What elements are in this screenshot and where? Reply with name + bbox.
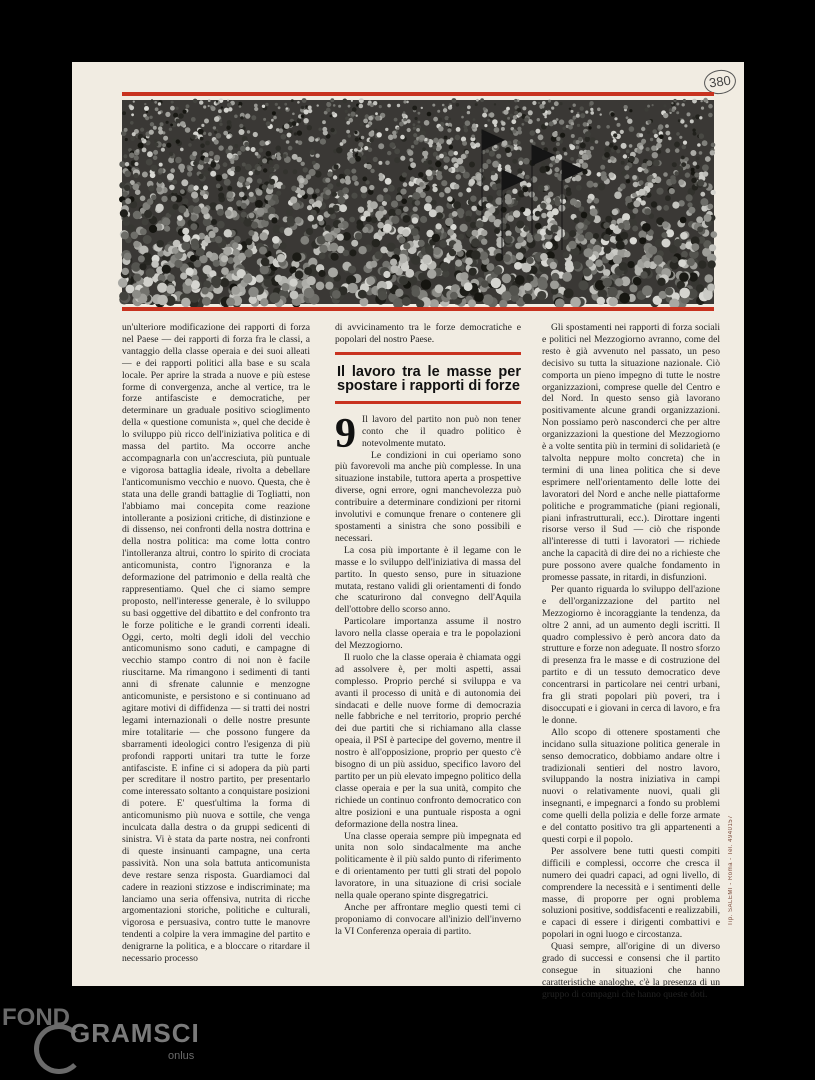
document-page — [72, 62, 744, 1000]
col3-paragraph: Per quanto riguarda lo sviluppo dell'azione e dell'organizzazione del partito nel Mezzogiorno è incoraggiante la tendenza, da oltre 2 anni, ad un aumento degli iscritti. Il quadro complessivo è però ancora dato da strutture e forze non adeguate. Il nostro sforzo di presenza fra le masse e di costruzione del partito e di un tessuto democratico deve concentrarsi in particolare nei centri urbani, fra gli strati popolari più poveri, tra i disoccupati e i giovani in cerca di lavoro, e fra le donne. — [542, 583, 720, 726]
lead-text: Il lavoro del partito non può non tener conto che il quadro politico è notevolmente mutato. — [362, 413, 521, 449]
crowd-photo — [122, 100, 714, 304]
lead-paragraph — [335, 410, 521, 457]
logo-onlus-text: onlus — [168, 1050, 195, 1062]
logo-gramsci-text: GRAMSCI — [70, 1018, 200, 1048]
crowd-image — [122, 100, 714, 304]
logo-fond-text: FOND — [2, 1004, 70, 1031]
col2-paragraph: Le condizioni in cui operiamo sono più favorevoli ma anche più complesse. In una situazione instabile, tuttora aperta a prospettive diverse, ogni errore, ogni manchevolezza può contribuire a determinare condizioni per ritorni involutivi e comunque frenare o contenere gli spostamenti a sinistra che sono possibili e necessari. — [335, 449, 521, 544]
drop-cap: 9 — [335, 410, 356, 457]
photo-bottom-rule — [122, 307, 714, 311]
archive-watermark-logo — [0, 1004, 240, 1080]
col2-paragraph: Una classe operaia sempre più impegnata ed unita non solo sindacalmente ma anche politicamente è il più saldo punto di riferimento e di orientamento per tutti gli strati del popolo lavoratore, in una situazione di crisi sociale nella quale operano spinte disgregatrici. — [335, 830, 521, 902]
page-number: 380 — [702, 68, 737, 96]
col1-text: un'ulteriore modificazione dei rapporti di forza nel Paese — dei rapporti di forza fra le classi, a vantaggio della classe operaia e dei suoi alleati — e dei rapporti politici alla base e su scala locale. Per aprire la strada a nuove e più estese forme di convergenza, anche al vertice, tra le forze antifasciste e democratiche, per determinare un graduale positivo scioglimento della « questione comunista », quel che decide è lo sviluppo più ricco dell'iniziativa politica e di massa del partito. Ma occorre anche accompagnarla con un'accresciuta, più puntuale e vigorosa battaglia ideale, rivolta a debellare l'anticomunismo vecchio e nuovo. Questa, che è stata una delle grandi battaglie di Togliatti, non l'abbiamo mai concepita come reazione intollerante a posizioni critiche, di distinzione e di dissenso, nei confronti della nostra dottrina e della nostra politica: ma come lotta contro l'intolleranza altrui, contro lo spirito di crociata anticomunista, contro l'ignoranza e la deformazione del patrimonio e della realtà che rappresentiamo. Quel che ci siamo sempre proposto, nell'interesse generale, è lo sviluppo su basi oggettive del dibattito e del confronto tra le forze politiche e le grandi correnti ideali. Oggi, certo, molti degli idoli del vecchio anticomunismo sono caduti, e campagne di vecchio stampo contro di noi non è facile riuscitarne. Ma rimangono i sedimenti di tanti anni di sfrenate calunnie e menzogne anticomuniste, e persistono e si continuano ad agitare motivi di diffidenza — si tratti dei nostri legami internazionali o delle nostre presunte mire totalitarie — che possono fungere da sbarramenti ideologici contro l'esigenza di più profondi rapporti unitari tra tutte le forze antifasciste. E infine ci si adopera da più parti per screditare il nostro partito, per presentarlo come interessato soltanto a conquistare posizioni di potere. E' quest'ultima la forma di anticomunismo più nuova e sottile, che venga inculcata dalla destra o da gruppi sedicenti di sinistra. Vi è stata da parte nostra, nei confronti di queste insinuanti campagne, una certa passività. Non una sola battuta anticomunista deve restare senza risposta. Guardiamoci dal cadere in reazioni stizzose e indiscriminate; ma lanciamo una seria offensiva, nutrita di ricche argomentazioni storiche, politiche e culturali, vigorosa e persuasiva, contro tutte le manovre tendenti a colpire la vera immagine del partito e denigrarne la politica, e a bloccare o ritardare il necessario processo — [122, 322, 310, 965]
headline-rule-top — [335, 352, 521, 355]
col2-paragraph: Il ruolo che la classe operaia è chiamata oggi ad assolvere è, per molti aspetti, assai complesso. Proprio perché si sviluppa e va avanti il processo di unità e di autonomia dei sindacati e delle nuove forme di democrazia nelle fabbriche e nel territorio, proprio perché dei due partiti che si richiamano alla classe opeaia, il PSI è partecipe del governo, mentre il nostro è all'opposizione, proprio per questo c'è bisogno di un più assiduo, specifico lavoro del partito per un più elevato impegno politico della classe operaia e per la sua unità, compito che richiede un continuo confronto democratico con altre posizioni e una puntuale risposta a ogni deformazione della nostra linea. — [335, 651, 521, 830]
col2-paragraph: La cosa più importante è il legame con le masse e lo sviluppo dell'iniziativa di massa del partito. In questo senso, pure in situazione mutata, restano validi gli orientamenti di fondo che scaturirono dal convegno dell'Aquila dell'ottobre dello scorso anno. — [335, 544, 521, 616]
col3-paragraph: Allo scopo di ottenere spostamenti che incidano sulla situazione politica generale in senso democratico, dobbiamo andare oltre i tradizionali sentieri del nostro lavoro, sviluppando la nostra iniziativa in campi nuovi o relativamente nuovi, quali gli insegnanti, e impegnarci a fondo su problemi come quelli della polizia e delle forze armate e del contatto positivo tra gli appartenenti a questi corpi e il popolo. — [542, 726, 720, 845]
column-middle — [335, 322, 521, 938]
col2-intro: di avvicinamento tra le forze democratiche e popolari del nostro Paese. — [335, 322, 521, 345]
column-right — [542, 322, 720, 1001]
col2-paragraph: Anche per affrontare meglio questi temi ci proponiamo di convocare all'inizio dell'inverno la VI Conferenza operaia di partito. — [335, 901, 521, 937]
section-headline: Il lavoro tra le masse per spostare i rapporti di forze — [337, 363, 521, 394]
col2-paragraph: Particolare importanza assume il nostro lavoro nella classe operaia e tra le popolazioni del Mezzogiorno. — [335, 616, 521, 652]
top-rule — [122, 92, 714, 96]
column-left — [122, 322, 310, 965]
col3-paragraph: Quasi sempre, all'origine di un diverso grado di successi e consensi che il partito consegue in situazioni che hanno caratteristiche analoghe, c'è la presenza di un gruppo di compagni che hanno queste doti. — [542, 941, 720, 1000]
col3-paragraph: Gli spostamenti nei rapporti di forza sociali e politici nel Mezzogiorno avranno, come del resto è già avvenuto nel passato, un peso decisivo su tutta la situazione nazionale. Ciò comporta un pieno impegno di tutte le nostre organizzazioni, comprese quelle del Centro e del Nord. In questo senso già lavorano positivamente alcune grandi organizzazioni. Non possiamo però nasconderci che per altre organizzazioni la questione del Mezzogiorno è a volte sentita più in termini di solidarietà (e talvolta neppure molto concreta) che in termini di una linea politica che si deve esprimere nell'orientamento delle lotte dei lavoratori del Nord e anche nelle piattaforme politiche e programmatiche (piani regionali, piani infrastrutturali, ecc.). Dirottare ingenti risorse verso il Sud — ciò che risponde all'interesse di tutti i lavoratori — richiede anche la capacità di dire dei no a richieste che pure possono avere qualche fondamento in promesse passate, in ritardi, in disfunzioni. — [542, 322, 720, 584]
col3-paragraph: Per assolvere bene tutti questi compiti difficili e complessi, occorre che cresca il numero dei quadri capaci, ad ogni livello, di comprendere la necessità e i sentimenti delle masse, di proporre per ogni problema soluzioni positive, soddisfacenti e realizzabili, e capaci di essere i dirigenti combattivi e popolari in ogni luogo e circostanza. — [542, 845, 720, 941]
headline-rule-bottom — [335, 401, 521, 404]
printer-imprint: Tip. SALEMI - Roma - Tel. 4940157 — [728, 815, 734, 926]
